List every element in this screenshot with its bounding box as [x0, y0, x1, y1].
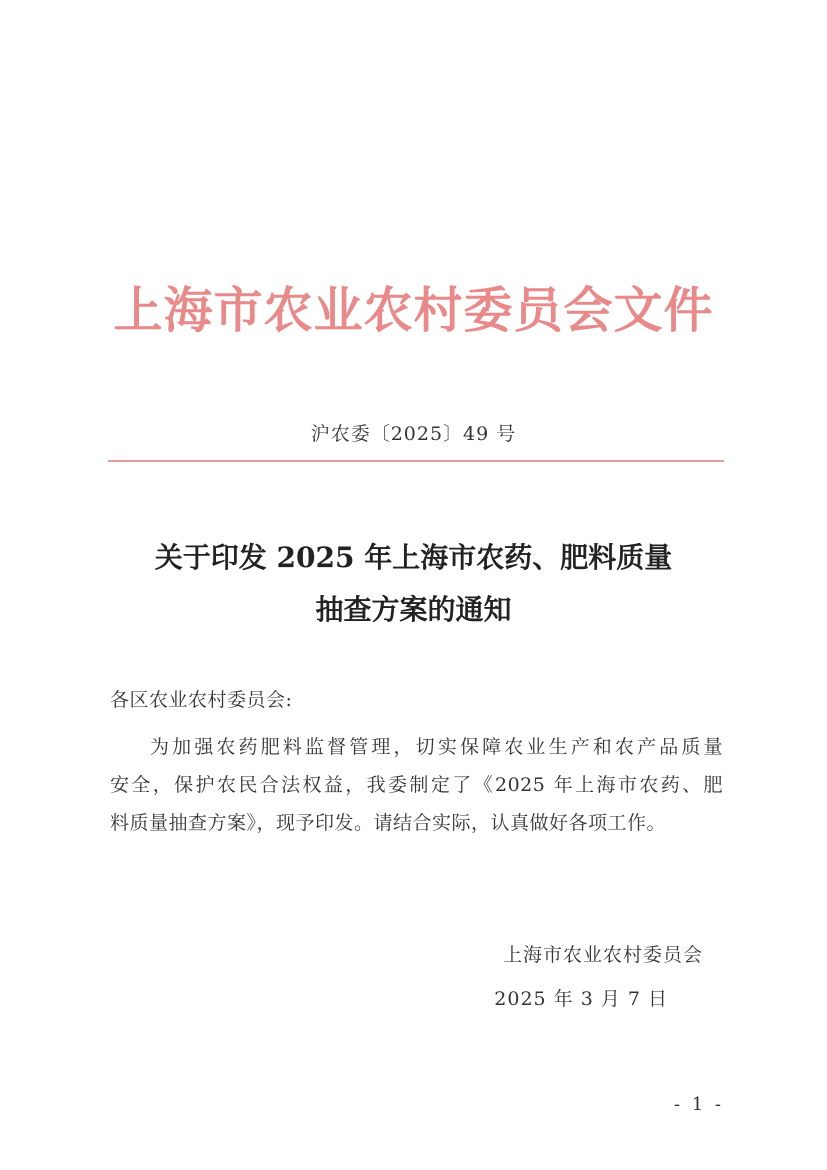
body-line: 为加强农药肥料监督管理，切实保障农业生产和农产品质量 [150, 736, 723, 758]
issuing-authority-header: 上海市农业农村委员会文件 [113, 281, 714, 339]
document-title-line-1: 关于印发 2025 年上海市农药、肥料质量 [154, 541, 673, 574]
page-number: - 1 - [673, 1094, 724, 1115]
signature-date: 2025 年 3 月 7 日 [494, 988, 668, 1010]
signature-organization: 上海市农业农村委员会 [502, 944, 703, 966]
document-title-line-2: 抽查方案的通知 [315, 593, 512, 626]
body-paragraph [110, 728, 723, 842]
body-line: 料质量抽查方案》，现予印发。请结合实际，认真做好各项工作。 [110, 812, 667, 834]
salutation: 各区农业农村委员会: [110, 689, 293, 711]
red-separator-line [108, 460, 724, 462]
body-line: 安全，保护农民合法权益，我委制定了《2025 年上海市农药、肥 [110, 774, 723, 796]
document-number: 沪农委〔2025〕49 号 [310, 423, 517, 445]
document-title [0, 532, 827, 636]
